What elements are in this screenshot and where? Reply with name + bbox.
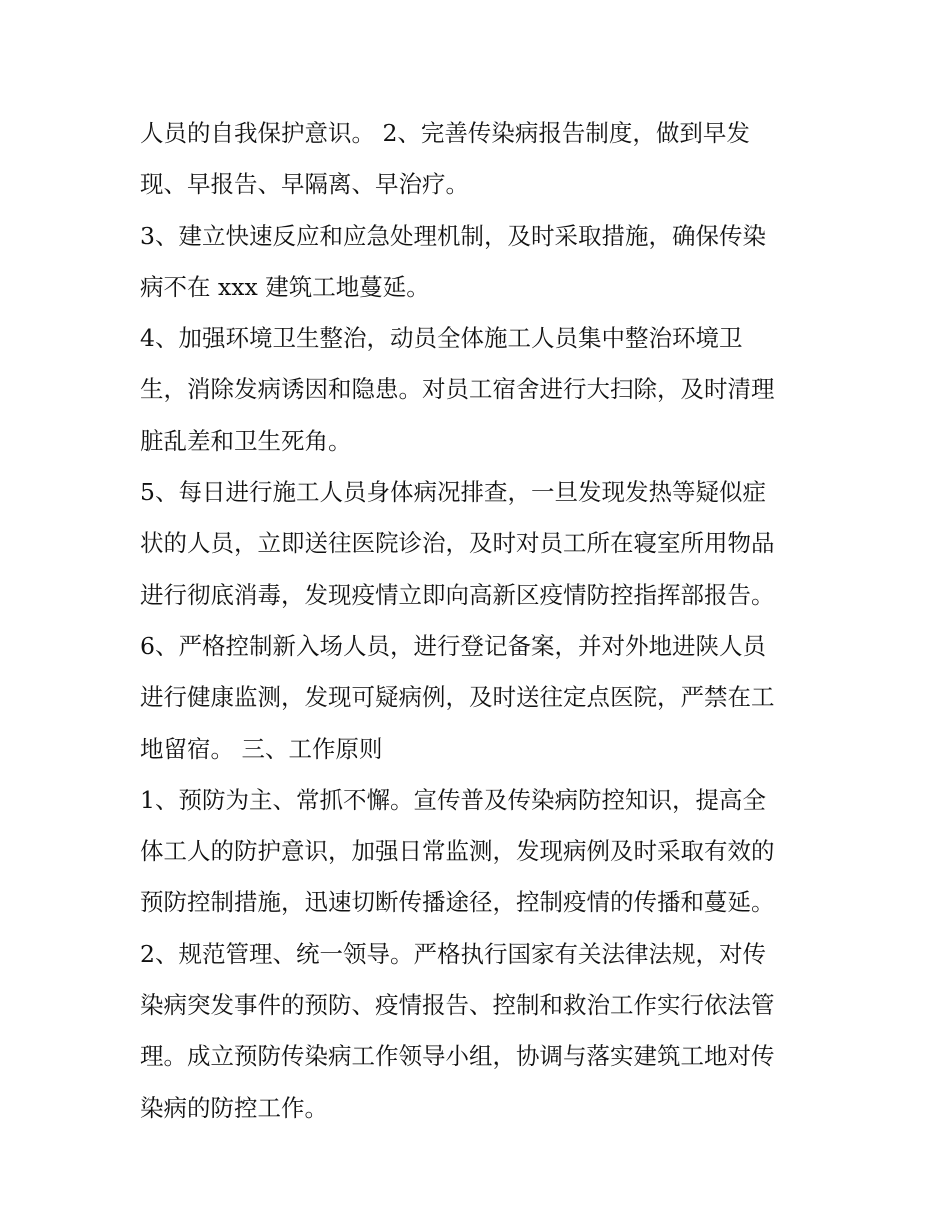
- text-line: 状的人员，立即送往医院诊治，及时对员工所在寝室所用物品: [140, 529, 775, 558]
- text-line: 体工人的防护意识，加强日常监测，发现病例及时采取有效的: [140, 837, 775, 866]
- text-line: 2、规范管理、统一领导。严格执行国家有关法律法规，对传: [140, 939, 766, 968]
- document-body: [140, 108, 820, 1134]
- text-line: 1、预防为主、常抓不懈。宣传普及传染病防控知识，提高全: [140, 785, 766, 814]
- text-line: 理。成立预防传染病工作领导小组，协调与落实建筑工地对传: [140, 1042, 775, 1071]
- text-line: 5、每日进行施工人员身体病况排查，一旦发现发热等疑似症: [140, 478, 766, 507]
- text-line: 脏乱差和卫生死角。: [140, 426, 352, 455]
- text-line: 病不在 xxx 建筑工地蔓延。: [140, 272, 430, 301]
- text-line: 4、加强环境卫生整治，动员全体施工人员集中整治环境卫: [140, 324, 743, 353]
- text-line: 进行彻底消毒，发现疫情立即向高新区疫情防控指挥部报告。: [140, 580, 775, 609]
- text-line: 3、建立快速反应和应急处理机制，及时采取措施，确保传染: [140, 221, 766, 250]
- text-line: 染病的防控工作。: [140, 1093, 328, 1122]
- text-line: 地留宿。 三、工作原则: [140, 734, 383, 763]
- text-line: 进行健康监测，发现可疑病例，及时送往定点医院，严禁在工: [140, 683, 775, 712]
- text-line: 现、早报告、早隔离、早治疗。: [140, 170, 469, 199]
- text-line: 染病突发事件的预防、疫情报告、控制和救治工作实行依法管: [140, 991, 775, 1020]
- text-line: 预防控制措施，迅速切断传播途径，控制疫情的传播和蔓延。: [140, 888, 775, 917]
- text-line: 6、严格控制新入场人员，进行登记备案，并对外地进陕人员: [140, 631, 766, 660]
- text-line: 人员的自我保护意识。 2、完善传染病报告制度，做到早发: [140, 119, 750, 147]
- text-line: 生，消除发病诱因和隐患。对员工宿舍进行大扫除，及时清理: [140, 375, 775, 404]
